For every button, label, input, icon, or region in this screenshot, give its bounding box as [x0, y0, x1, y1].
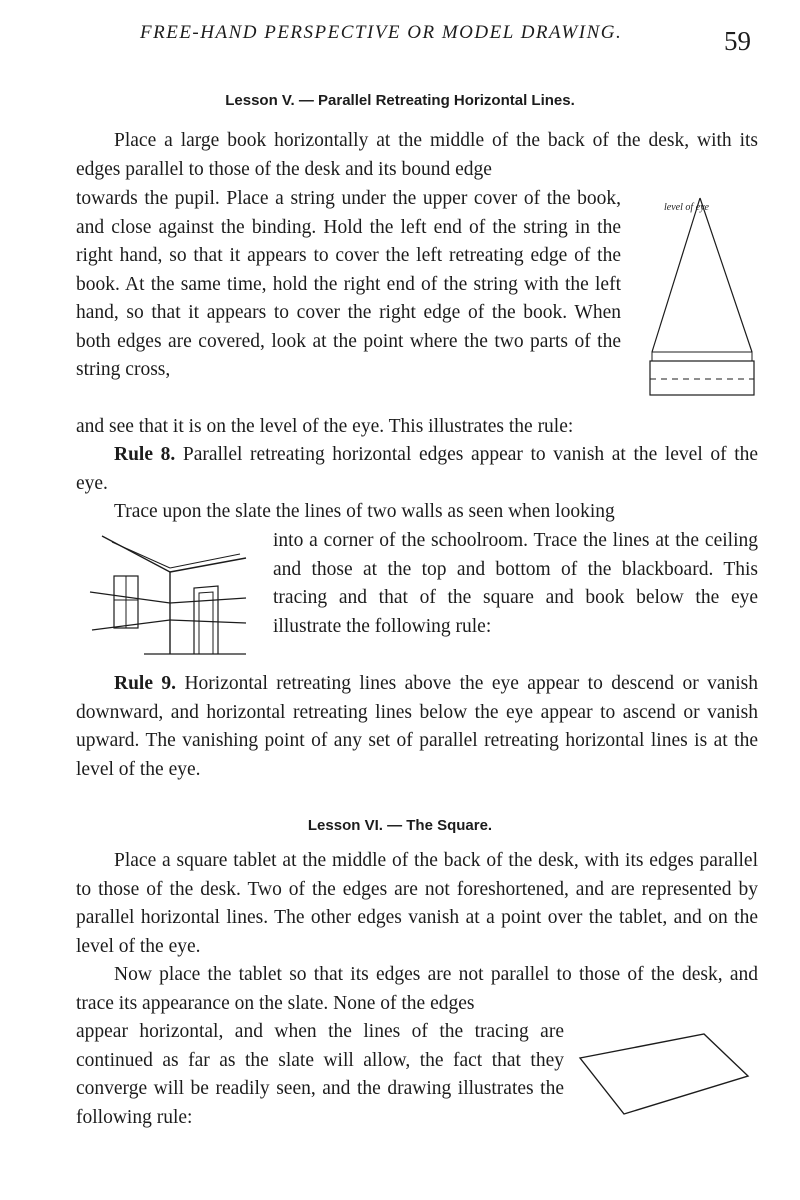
paragraph-text: Place a square tablet at the middle of the back of the desk, with its edges parallel to those of the desk. Two of the edges are not foreshortened, and are represented by parallel horizontal lines. The other edges vanish at a point over the tablet, and on the level of the eye. [76, 850, 758, 957]
blackboard-top-left [90, 592, 170, 603]
blackboard-bottom-right [170, 620, 246, 623]
tablet-outline [580, 1034, 748, 1114]
blackboard-top-right [170, 598, 246, 603]
book-vanishing-figure [636, 190, 762, 410]
page-number: 59 [724, 26, 751, 56]
lesson-5-para-1-wrap [76, 185, 621, 385]
rule-8 [76, 441, 758, 498]
level-of-eye-label: level of eye [664, 202, 709, 213]
lesson-5-title: Lesson V. — Parallel Retreating Horizontal Lines. [225, 92, 575, 109]
lesson-6-para-1 [76, 847, 758, 961]
right-retreating-line [700, 198, 752, 352]
left-retreating-line [652, 198, 700, 352]
lesson-5-para-1-top [76, 127, 758, 184]
rule-8-text: Parallel retreating horizontal edges appear to vanish at the level of the eye. [76, 444, 759, 494]
ceiling-line-left-2 [112, 542, 170, 568]
paragraph-text: Trace upon the slate the lines of two walls as seen when looking [114, 501, 615, 522]
rule-8-label: Rule 8. [114, 444, 176, 465]
running-head: FREE-HAND PERSPECTIVE OR MODEL DRAWING. [140, 22, 623, 43]
door-frame [194, 586, 218, 654]
room-corner-figure [84, 528, 270, 662]
lesson-5-para-2-wrap [273, 527, 758, 641]
lesson-5-para-2-top [76, 498, 758, 527]
paragraph-text: and see that it is on the level of the eye. This illustrates the rule: [76, 416, 574, 437]
book-top-cover [652, 352, 752, 361]
lesson-6-para-2-top [76, 961, 758, 1018]
rule-9-label: Rule 9. [114, 673, 177, 694]
paragraph-text: appear horizontal, and when the lines of the tracing are continued as far as the slate will allow, the fact that they converge will be readily seen, and the drawing illustrates the following rule: [76, 1021, 564, 1128]
square-tablet-figure [574, 1028, 756, 1120]
paragraph-text: Now place the tablet so that its edges are not parallel to those of the desk, and trace its appearance on the slate. None of the edges [76, 964, 758, 1014]
paragraph-text: Place a large book horizontally at the middle of the back of the desk, with its edges parallel to those of the desk and its bound edge [76, 130, 758, 180]
ceiling-line-left [102, 536, 170, 572]
rule-9-text: Horizontal retreating lines above the eye appear to descend or vanish downward, and horizontal retreating lines below the eye appear to ascend or vanish upward. The vanishing point of any set of parallel retreating horizontal lines is at the level of the eye. [76, 673, 759, 780]
paragraph-text: towards the pupil. Place a string under the upper cover of the book, and close against the binding. Hold the left end of the string in the right hand, so that it appears to cover the left retreating edge of the book. At the same time, hold the right end of the string with the left hand, so that it appears to cover the right edge of the book. When both edges are covered, look at the point where the two parts of the string cross, [76, 188, 621, 380]
paragraph-text: into a corner of the schoolroom. Trace the lines at the ceiling and those at the top and bottom of the blackboard. This tracing and that of the square and book below the eye illustrate the following rule: [273, 530, 758, 637]
book-spine [650, 361, 754, 395]
rule-9 [76, 670, 758, 784]
lesson-5-para-1-end [76, 413, 758, 442]
lesson-6-para-2-wrap [76, 1018, 564, 1132]
lesson-6-title: Lesson VI. — The Square. [307, 817, 493, 834]
